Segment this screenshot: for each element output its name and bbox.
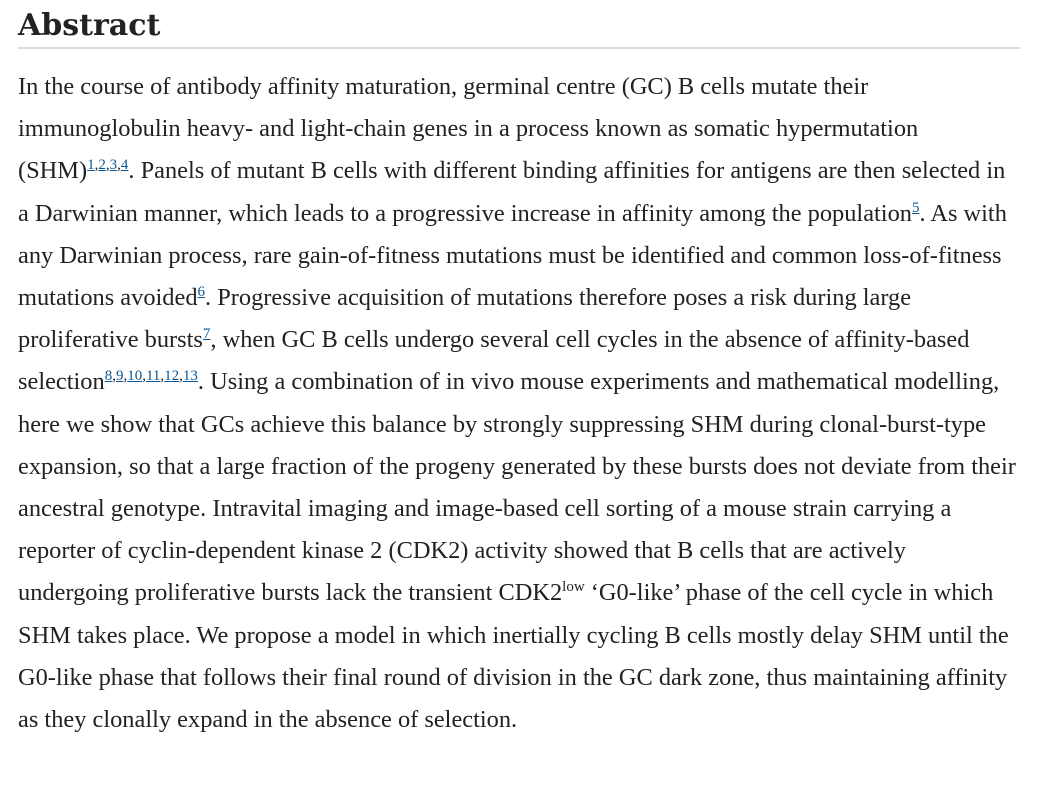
citation-link-10[interactable]: 10 [127, 368, 143, 385]
abstract-text: , when GC B cells undergo several cell cycles in the absence of affinity-based selection [18, 326, 970, 396]
citation-group [105, 368, 198, 384]
abstract-paragraph [18, 66, 1020, 741]
abstract-text: ‘G0-like’ phase of the cell cycle in which SHM takes place. We propose a model in which inertially cycling B cells mostly delay SHM until the G0-like phase that follows their final round of division in the GC dark zone, thus maintaining affinity as they clonally expand in the absence of selection. [18, 579, 1009, 734]
citation-separator: , [94, 157, 99, 174]
citation-link-4[interactable]: 4 [120, 157, 129, 174]
citation-group [198, 284, 206, 300]
citation-link-1[interactable]: 1 [87, 157, 95, 174]
citation-group [87, 157, 128, 173]
citation-separator: , [123, 368, 128, 385]
citation-separator: , [142, 368, 146, 385]
abstract-text: . Using a combination of in vivo mouse experiments and mathematical modelling, here we show that GCs achieve this balance by strongly suppressing SHM during clonal-burst-type expansion, so that a large fraction of the progeny generated by these bursts does not deviate from their ancestral genotype. Intravital imaging and image-based cell sorting of a mouse strain carrying a reporter of cyclin-dependent kinase 2 (CDK2) activity showed that B cells that are actively undergoing proliferative bursts lack the transient CDK2 [18, 368, 1016, 607]
abstract-text: In the course of antibody affinity maturation, germinal centre (GC) B cells mutate their immunoglobulin heavy- and light-chain genes in a process known as somatic hypermutation (SHM) [18, 73, 919, 185]
abstract-section [18, 0, 1020, 741]
section-heading: Abstract [18, 0, 1020, 49]
citation-link-7[interactable]: 7 [202, 326, 211, 343]
citation-link-9[interactable]: 9 [115, 368, 124, 385]
abstract-text: . Progressive acquisition of mutations therefore poses a risk during large proliferative bursts [18, 284, 912, 354]
superscript-text: low [562, 579, 585, 596]
citation-link-13[interactable]: 13 [182, 368, 198, 385]
citation-link-5[interactable]: 5 [911, 199, 920, 216]
abstract-text: . Panels of mutant B cells with different binding affinities for antigens are then selected in a Darwinian manner, which leads to a progressive increase in affinity among the population [18, 157, 1006, 227]
abstract-text: . As with any Darwinian process, rare gain-of-fitness mutations must be identified and common loss-of-fitness mutations avoided [18, 199, 1007, 312]
citation-link-2[interactable]: 2 [98, 157, 106, 174]
citation-separator: , [105, 157, 110, 174]
citation-link-3[interactable]: 3 [109, 157, 118, 174]
citation-separator: , [160, 368, 165, 385]
citation-separator: , [117, 157, 121, 174]
citation-link-11[interactable]: 11 [145, 368, 161, 385]
citation-link-8[interactable]: 8 [104, 368, 113, 385]
citation-separator: , [112, 368, 116, 385]
citation-link-6[interactable]: 6 [197, 284, 206, 301]
citation-link-12[interactable]: 12 [164, 368, 180, 385]
citation-separator: , [179, 368, 183, 385]
